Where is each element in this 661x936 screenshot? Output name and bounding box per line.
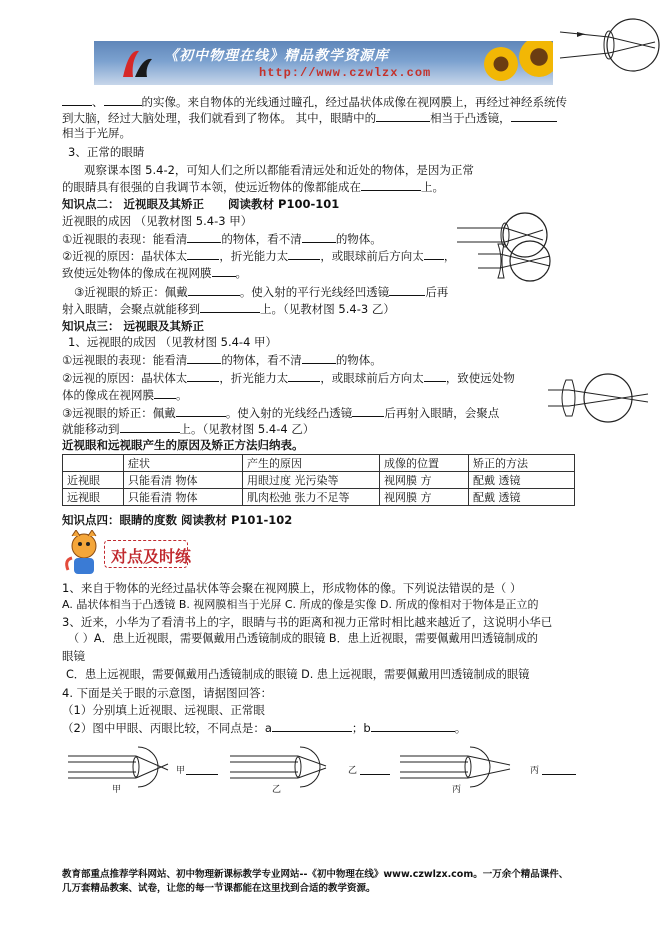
table-cell: 只能看清 物体 xyxy=(124,489,243,506)
table-cell: 用眼过度 光污染等 xyxy=(243,472,380,489)
text-line: 体的像成在视网膜 。 xyxy=(62,388,188,402)
answer-blank[interactable] xyxy=(542,762,576,775)
table-row xyxy=(63,472,575,489)
question: （2）图中甲眼、丙眼比较，不同点是：a ；b 。 xyxy=(62,721,467,735)
hyperopia-eye-diagram xyxy=(548,368,658,428)
table-header-row xyxy=(63,455,575,472)
question: 3、近来，小华为了看清书上的字，眼睛与书的距离和视力正常时相比越来越近了，这说明小华已 xyxy=(62,615,553,629)
table-row xyxy=(63,489,575,506)
section-heading: 知识点四：眼睛的度数 阅读教材 P101-102 xyxy=(62,513,293,527)
sunflower-image xyxy=(519,41,553,77)
question: 4. 下面是关于眼的示意图，请据图回答： xyxy=(62,686,273,700)
text-line: 3、正常的眼睛 xyxy=(68,145,145,159)
text-line: ③近视眼的矫正：佩戴 。使入射的平行光线经凹透镜 后再 xyxy=(74,285,449,299)
sunflower-image xyxy=(484,47,518,81)
text-line: ②近视的原因：晶状体太 ，折光能力太 ，或眼球前后方向太 ， xyxy=(62,249,456,263)
text-line: 就能移动到 上。（见教材图 5.4-4 乙） xyxy=(62,422,315,436)
eye-diagram-top xyxy=(555,10,660,80)
cartoon-mascot-icon xyxy=(62,530,106,578)
text-line: ③远视眼的矫正：佩戴 。使入射的光线经凸透镜 后再射入眼睛，会聚点 xyxy=(62,406,500,420)
table-cell: 视网膜 方 xyxy=(380,489,469,506)
banner-title: 《初中物理在线》精品教学资源库 xyxy=(164,48,389,64)
text-line: ①近视眼的表现：能看清 的物体，看不清 的物体。 xyxy=(62,232,382,246)
text-line: 的眼睛具有很强的自我调节本领，使远近物体的像都能成在 上。 xyxy=(62,180,444,194)
footer xyxy=(62,868,622,896)
text-line: ①远视眼的表现：能看清 的物体，看不清 的物体。 xyxy=(62,353,382,367)
question-options: A. 晶状体相当于凸透镜 B. 视网膜相当于光屏 C. 所成的像是实像 D. 所成的像相对于物体是正立的 xyxy=(62,598,539,611)
logo-icon xyxy=(119,47,155,81)
table-cell: 肌肉松弛 张力不足等 xyxy=(243,489,380,506)
footer-line: 教育部重点推荐学科网站、初中物理新课标教学专业网站--《初中物理在线》www.czwlzx.com。一万余个精品课件、 xyxy=(62,869,569,880)
banner-url[interactable]: http://www.czwlzx.com xyxy=(259,66,432,80)
eye-label: 甲 xyxy=(112,785,122,795)
eye-blank-label: 甲 xyxy=(176,766,186,776)
section-heading: 知识点二： 近视眼及其矫正 阅读教材 P100-101 xyxy=(62,197,340,211)
eye-diagram-yi xyxy=(230,742,340,792)
eye-blank-label: 丙 xyxy=(530,766,540,776)
text-line: 近视眼的成因 （见教材图 5.4-3 甲） xyxy=(62,214,253,228)
question: 1、来自于物体的光经过晶状体等会聚在视网膜上，形成物体的像。下列说法错误的是（ ） xyxy=(62,581,522,595)
table-cell: 产生的原因 xyxy=(243,455,380,472)
text-line: 射入眼睛，会聚点就能移到 上。（见教材图 5.4-3 乙） xyxy=(62,302,395,316)
table-cell: 只能看清 物体 xyxy=(124,472,243,489)
question-options: 眼镜 xyxy=(62,649,85,663)
table-cell: 视网膜 方 xyxy=(380,472,469,489)
table-caption: 近视眼和远视眼产生的原因及矫正方法归纳表。 xyxy=(62,438,304,452)
table-cell: 症状 xyxy=(124,455,243,472)
eye-blank-label: 乙 xyxy=(348,766,358,776)
question-options: （ ）A．患上近视眼，需要佩戴用凸透镜制成的眼镜 B．患上近视眼，需要佩戴用凹透镜制成的 xyxy=(68,632,538,645)
eye-label: 乙 xyxy=(272,785,282,795)
answer-blank[interactable] xyxy=(360,762,390,775)
summary-table xyxy=(62,454,575,506)
section-heading: 知识点三： 远视眼及其矫正 xyxy=(62,319,205,333)
practice-badge-label: 对点及时练 xyxy=(111,547,192,566)
eye-label: 丙 xyxy=(452,785,462,795)
banner xyxy=(94,41,553,85)
table-cell: 远视眼 xyxy=(63,489,124,506)
table-cell: 成像的位置 xyxy=(380,455,469,472)
text-line: 到大脑，经过大脑处理，我们就看到了物体。 其中，眼睛中的 相当于凸透镜， xyxy=(62,109,557,126)
text-line: ②远视的原因：晶状体太 ，折光能力太 ，或眼球前后方向太 ，致使远处物 xyxy=(62,371,515,385)
myopia-corrected-eye-diagram xyxy=(478,236,553,286)
question-options: C．患上远视眼，需要佩戴用凸透镜制成的眼镜 D. 患上远视眼，需要佩戴用凹透镜制成的眼镜 xyxy=(66,668,530,681)
footer-line: 几万套精品教案、试卷，让您的每一节课都能在这里找到合适的教学资源。 xyxy=(62,883,376,894)
table-cell: 配戴 透镜 xyxy=(469,472,575,489)
table-cell xyxy=(63,455,124,472)
text-line: 1、远视眼的成因 （见教材图 5.4-4 甲） xyxy=(68,335,278,349)
table-cell: 矫正的方法 xyxy=(469,455,575,472)
question: （1）分别填上近视眼、远视眼、正常眼 xyxy=(62,703,265,717)
text-line: 、 的实像。来自物体的光线通过瞳孔，经过晶状体成像在视网膜上，再经过神经系统传 xyxy=(62,93,567,110)
eye-diagram-jia xyxy=(68,742,178,792)
text-line: 相当于光屏。 xyxy=(62,126,131,140)
table-cell: 近视眼 xyxy=(63,472,124,489)
text-line: 致使远处物体的像成在视网膜 。 xyxy=(62,266,247,280)
answer-blank[interactable] xyxy=(186,762,218,775)
table-cell: 配戴 透镜 xyxy=(469,489,575,506)
text-line: 观察课本图 5.4-2，可知人们之所以都能看清远处和近处的物体，是因为正常 xyxy=(84,163,474,177)
